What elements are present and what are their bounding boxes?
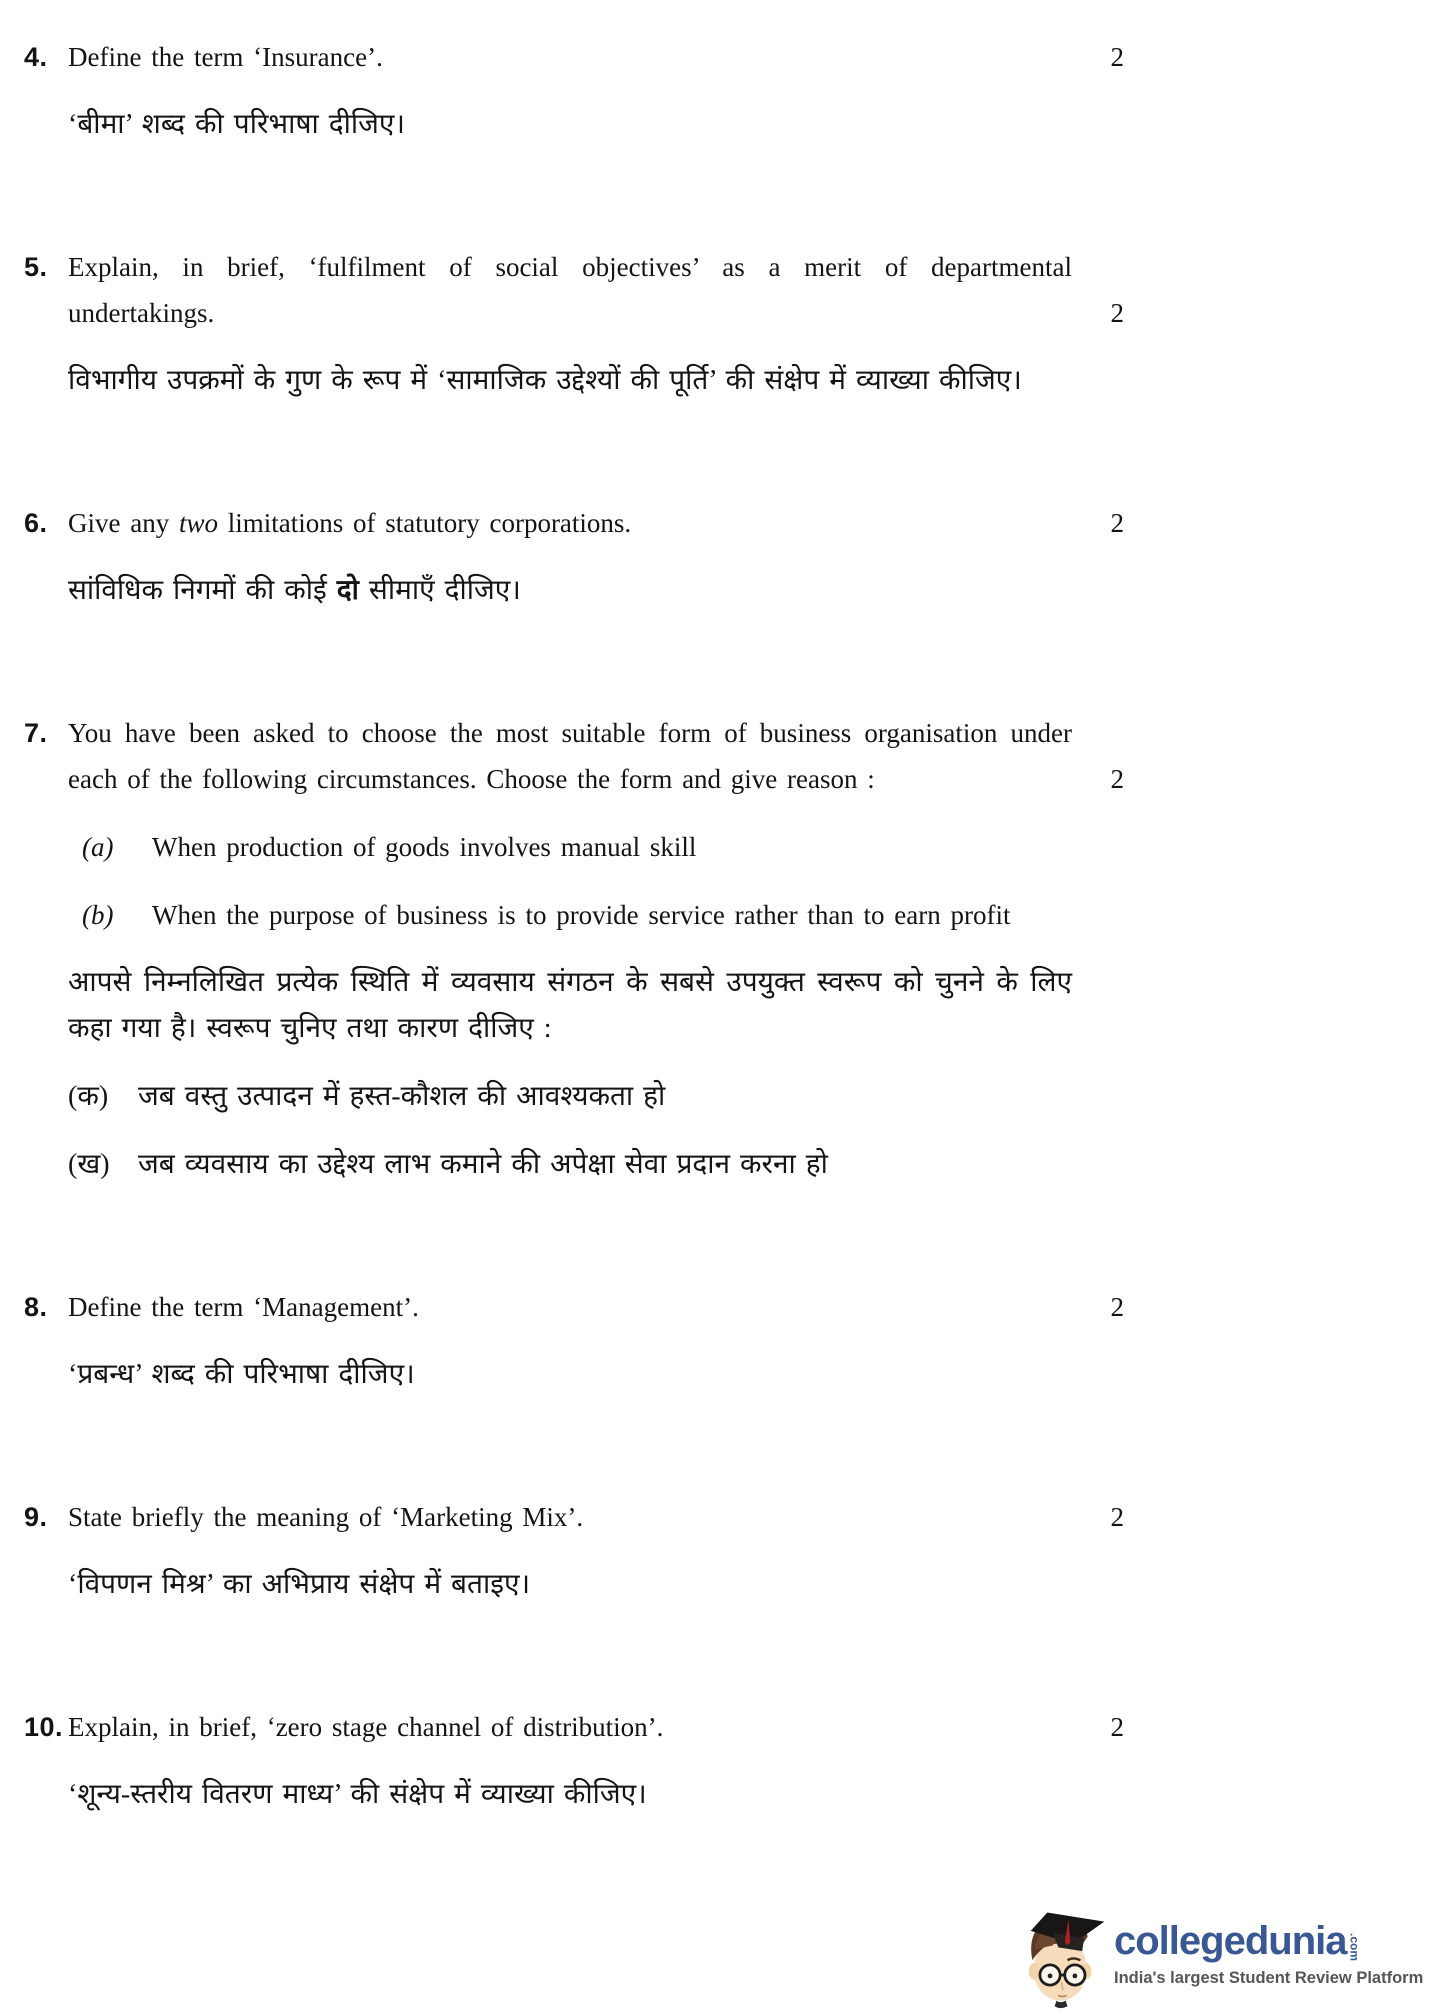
question-9	[24, 1494, 1124, 1608]
question-7-subitem-b	[24, 892, 1124, 938]
question-6-hindi-row	[24, 568, 1124, 614]
question-6-marks: 2	[1110, 508, 1124, 538]
question-7-subitem-a-text: When production of goods involves manual skill	[152, 832, 697, 862]
question-5-text-english: Explain, in brief, ‘fulfilment of social objectives’ as a merit of departmental undertakings.	[68, 252, 1072, 328]
question-4-hindi-row	[24, 102, 1124, 148]
collegedunia-mascot-icon	[1016, 1894, 1108, 2014]
question-8-hindi-row	[24, 1352, 1124, 1398]
question-4-number: 4.	[24, 42, 48, 72]
question-6-hi-pre: सांविधिक निगमों की कोई	[68, 575, 337, 606]
question-6-en-pre: Give any	[68, 508, 179, 538]
question-7-number: 7.	[24, 718, 48, 748]
question-5-english-row	[24, 244, 1124, 336]
question-9-text-hindi: ‘विपणन मिश्र’ का अभिप्राय संक्षेप में बताइए।	[68, 1569, 531, 1600]
question-5-hindi-row	[24, 358, 1124, 404]
question-10-english-row	[24, 1704, 1124, 1750]
question-7-subitem-kha-label: (ख)	[68, 1149, 110, 1180]
question-9-text-english: State briefly the meaning of ‘Marketing Mix’.	[68, 1502, 584, 1532]
question-4-text-hindi: ‘बीमा’ शब्द की परिभाषा दीजिए।	[68, 109, 406, 140]
question-7-subitem-kha	[24, 1142, 1124, 1188]
question-6-hi-bold: दो	[336, 575, 359, 606]
question-7-subitem-b-content	[68, 892, 1072, 938]
question-7-subitem-kha-text: जब व्यवसाय का उद्देश्य लाभ कमाने की अपेक्षा सेवा प्रदान करना हो	[138, 1149, 828, 1180]
question-7-text-english: You have been asked to choose the most suitable form of business organisation under each of the following circumstances. Choose the form and give reason :	[68, 718, 1072, 794]
question-7-subitem-b-label: (b)	[82, 900, 114, 930]
question-10-hindi-row	[24, 1772, 1124, 1818]
collegedunia-brand-name: collegedunia	[1114, 1919, 1347, 1963]
question-9-marks: 2	[1110, 1502, 1124, 1532]
question-8-marks: 2	[1110, 1292, 1124, 1322]
question-6-hi-post: सीमाएँ दीजिए।	[358, 575, 521, 606]
question-6	[24, 500, 1124, 614]
collegedunia-brand-suffix: .com	[1347, 1932, 1362, 1961]
question-8-text-hindi: ‘प्रबन्ध’ शब्द की परिभाषा दीजिए।	[68, 1359, 415, 1390]
question-7-subitem-a-content	[68, 824, 1072, 870]
question-6-en-emphasis: two	[178, 508, 218, 538]
collegedunia-logo	[1016, 1894, 1423, 2014]
collegedunia-brand-line	[1114, 1921, 1423, 1961]
question-7-marks: 2	[1110, 764, 1124, 794]
question-9-number: 9.	[24, 1502, 48, 1532]
collegedunia-text-block	[1114, 1921, 1423, 1988]
question-6-text-hindi	[68, 568, 1072, 614]
question-7-subitem-ka-text: जब वस्तु उत्पादन में हस्त-कौशल की आवश्यकता हो	[138, 1081, 666, 1112]
question-4-english-row	[24, 34, 1124, 80]
question-10	[24, 1704, 1124, 1818]
question-4	[24, 34, 1124, 148]
question-8-text-english: Define the term ‘Management’.	[68, 1292, 419, 1322]
question-5-number: 5.	[24, 252, 48, 282]
question-6-number: 6.	[24, 508, 48, 538]
question-10-text-english: Explain, in brief, ‘zero stage channel of distribution’.	[68, 1712, 664, 1742]
question-7-subitem-a-label: (a)	[82, 832, 114, 862]
question-10-number: 10.	[24, 1712, 64, 1742]
question-6-en-post: limitations of statutory corporations.	[217, 508, 632, 538]
question-4-text-english: Define the term ‘Insurance’.	[68, 42, 383, 72]
question-7-subitem-b-text: When the purpose of business is to provide service rather than to earn profit	[152, 900, 1011, 930]
question-8	[24, 1284, 1124, 1398]
question-7-hindi-row	[24, 960, 1124, 1052]
question-5-marks: 2	[1110, 298, 1124, 328]
question-4-marks: 2	[1110, 42, 1124, 72]
question-7-text-hindi: आपसे निम्नलिखित प्रत्येक स्थिति में व्यवसाय संगठन के सबसे उपयुक्त स्वरूप को चुनने के लिए कहा गया है। स्वरूप चुनिए तथा कारण दीजिए :	[68, 967, 1072, 1044]
question-9-english-row	[24, 1494, 1124, 1540]
question-8-english-row	[24, 1284, 1124, 1330]
question-6-english-row	[24, 500, 1124, 546]
question-7-subitem-ka-content	[68, 1074, 1072, 1120]
question-7	[24, 710, 1124, 1188]
question-10-text-hindi: ‘शून्य-स्तरीय वितरण माध्य’ की संक्षेप में व्याख्या कीजिए।	[68, 1779, 647, 1810]
question-7-subitem-ka-label: (क)	[68, 1081, 109, 1112]
question-10-marks: 2	[1110, 1712, 1124, 1742]
question-7-english-row	[24, 710, 1124, 802]
question-8-number: 8.	[24, 1292, 48, 1322]
question-5	[24, 244, 1124, 404]
collegedunia-tagline: India's largest Student Review Platform	[1114, 1969, 1424, 1987]
question-9-hindi-row	[24, 1562, 1124, 1608]
question-7-subitem-a	[24, 824, 1124, 870]
question-6-text-english	[68, 500, 1072, 546]
question-7-subitem-kha-content	[68, 1142, 1072, 1188]
question-7-subitem-ka	[24, 1074, 1124, 1120]
question-5-text-hindi: विभागीय उपक्रमों के गुण के रूप में ‘सामाजिक उद्देश्यों की पूर्ति’ की संक्षेप में व्याख्या कीजिए।	[68, 365, 1022, 396]
